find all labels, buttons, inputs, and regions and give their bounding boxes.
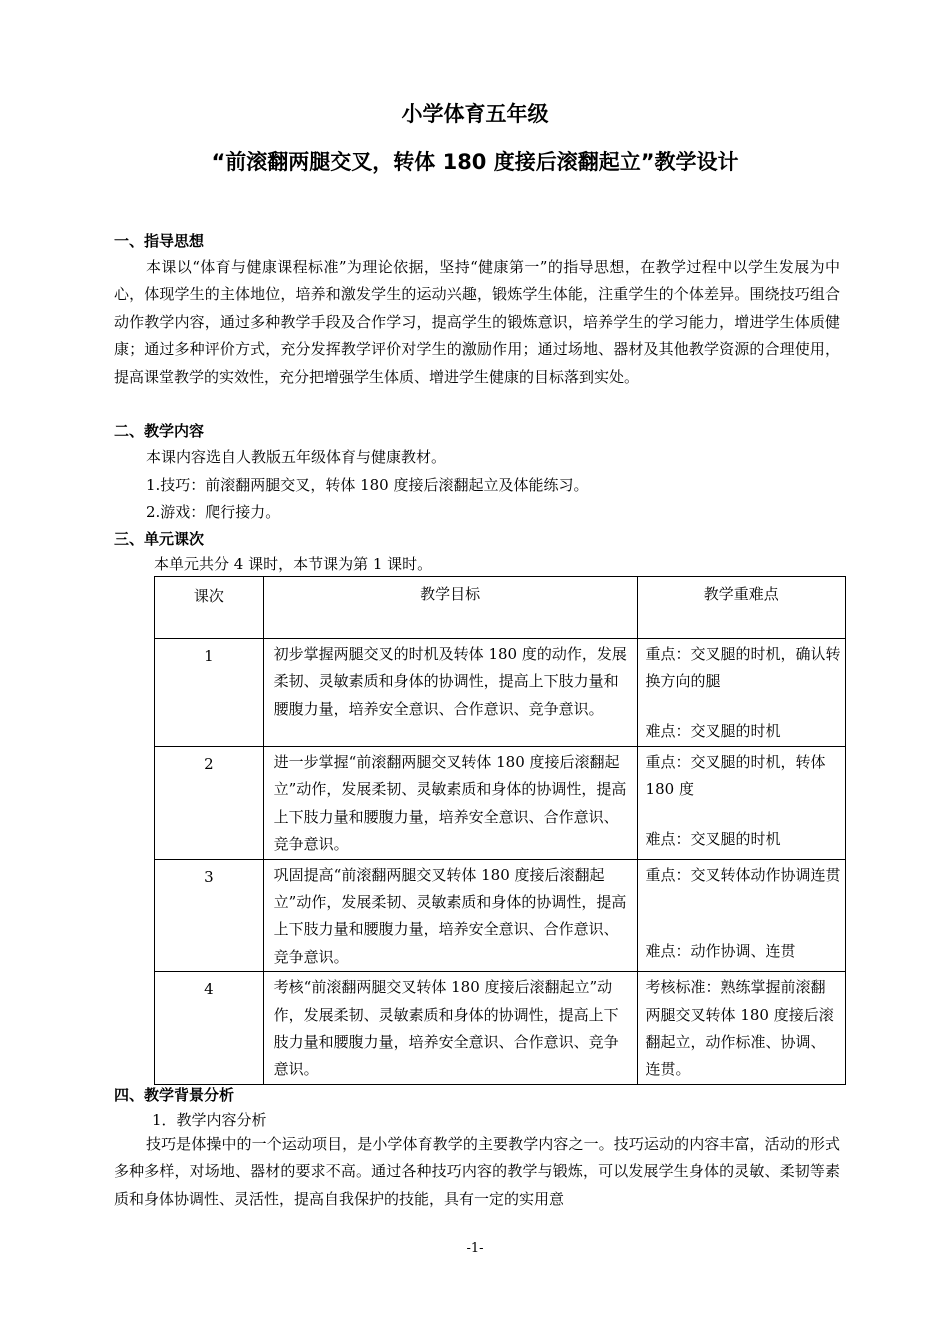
lesson-key-points	[637, 747, 845, 860]
lesson-goal-text: 巩固提高“前滚翻两腿交叉转体 180 度接后滚翻起立”动作，发展柔韧、灵敏素质和身体的协调性，提高上下肢力量和腰腹力量，培养安全意识、合作意识、竞争意识。	[273, 865, 627, 966]
subsection-heading-content-analysis: 1．教学内容分析	[152, 1111, 267, 1129]
header-label: 教学重难点	[703, 585, 779, 603]
table-row	[155, 859, 846, 972]
unit-lessons-table	[154, 576, 846, 1085]
lesson-goal	[263, 639, 637, 747]
table-row	[155, 747, 846, 860]
lesson-goal	[263, 972, 637, 1085]
lesson-key-points	[637, 972, 845, 1085]
header-label: 教学目标	[420, 585, 481, 603]
section-heading-teaching-content: 二、教学内容	[114, 422, 205, 440]
unit-lessons-intro: 本单元共分 4 课时，本节课为第 1 课时。	[154, 555, 433, 573]
lesson-key-points	[637, 859, 845, 972]
section-text-guiding-thought: 本课以“体育与健康课程标准”为理论依据，坚持“健康第一”的指导思想，在教学过程中以学生发展为中心，体现学生的主体地位，培养和激发学生的运动兴趣，锻炼学生体能，注重学生的个体差异。围绕技巧组合动作教学内容，通过多种教学手段及合作学习，提高学生的锻炼意识，培养学生的学习能力，增进学生体质健康；通过多种评价方式，充分发挥教学评价对学生的激励作用；通过场地、器材及其他教学资源的合理使用，提高课堂教学的实效性，充分把增强学生体质、增进学生健康的目标落到实处。	[114, 258, 840, 386]
lesson-goal-text: 考核“前滚翻两腿交叉转体 180 度接后滚翻起立”动作，发展柔韧、灵敏素质和身体的协调性，提高上下肢力量和腰腹力量，培养安全意识、合作意识、竞争意识。	[273, 978, 619, 1079]
lesson-difficulty: 难点：交叉腿的时机	[645, 829, 781, 848]
section-heading-guiding-thought: 一、指导思想	[114, 232, 205, 250]
header-key-points	[637, 577, 845, 639]
lesson-goal-text: 进一步掌握“前滚翻两腿交叉转体 180 度接后滚翻起立”动作，发展柔韧、灵敏素质和身体的协调性，提高上下肢力量和腰腹力量，培养安全意识、合作意识、竞争意识。	[273, 753, 627, 854]
doc-title-main: “前滚翻两腿交叉，转体 180 度接后滚翻起立”教学设计	[211, 150, 739, 174]
section-heading-background-analysis: 四、教学背景分析	[114, 1086, 235, 1104]
lesson-key-point: 重点：交叉腿的时机，确认转换方向的腿	[645, 645, 841, 691]
header-teaching-goal	[263, 577, 637, 639]
table-row	[155, 639, 846, 747]
lesson-goal	[263, 859, 637, 972]
lesson-key-points	[637, 639, 845, 747]
table-header-row	[155, 577, 846, 639]
teaching-content-item-1: 1.技巧：前滚翻两腿交叉，转体 180 度接后滚翻起立及体能练习。	[146, 476, 589, 494]
doc-title-grade: 小学体育五年级	[401, 102, 549, 126]
header-lesson-number	[155, 577, 264, 639]
section-heading-unit-lessons: 三、单元课次	[114, 530, 205, 548]
lesson-difficulty: 难点：交叉腿的时机	[645, 721, 781, 740]
section-text-content-analysis: 技巧是体操中的一个运动项目，是小学体育教学的主要教学内容之一。技巧运动的内容丰富，活动的形式多种多样，对场地、器材的要求不高。通过各种技巧内容的教学与锻炼，可以发展学生身体的灵敏、柔韧等素质和身体协调性、灵活性，提高自我保护的技能，具有一定的实用意	[114, 1135, 840, 1208]
lesson-number: 4	[155, 972, 264, 1085]
lesson-key-point: 重点：交叉腿的时机，转体 180 度	[645, 753, 826, 799]
teaching-content-intro: 本课内容选自人教版五年级体育与健康教材。	[146, 448, 447, 466]
lesson-goal	[263, 747, 637, 860]
header-label: 课次	[193, 587, 224, 605]
page-number: -1-	[466, 1241, 484, 1256]
lesson-key-point: 重点：交叉转体动作协调连贯	[645, 865, 841, 884]
lesson-assessment: 考核标准：熟练掌握前滚翻两腿交叉转体 180 度接后滚翻起立，动作标准、协调、连贯。	[645, 978, 834, 1079]
table-row	[155, 972, 846, 1085]
lesson-number: 3	[155, 859, 264, 972]
lesson-number: 2	[155, 747, 264, 860]
lesson-goal-text: 初步掌握两腿交叉的时机及转体 180 度的动作，发展柔韧、灵敏素质和身体的协调性，提高上下肢力量和腰腹力量，培养安全意识、合作意识、竞争意识。	[273, 645, 627, 718]
lesson-difficulty: 难点：动作协调、连贯	[645, 942, 796, 961]
lesson-number: 1	[155, 639, 264, 747]
teaching-content-item-2: 2.游戏：爬行接力。	[146, 503, 281, 521]
